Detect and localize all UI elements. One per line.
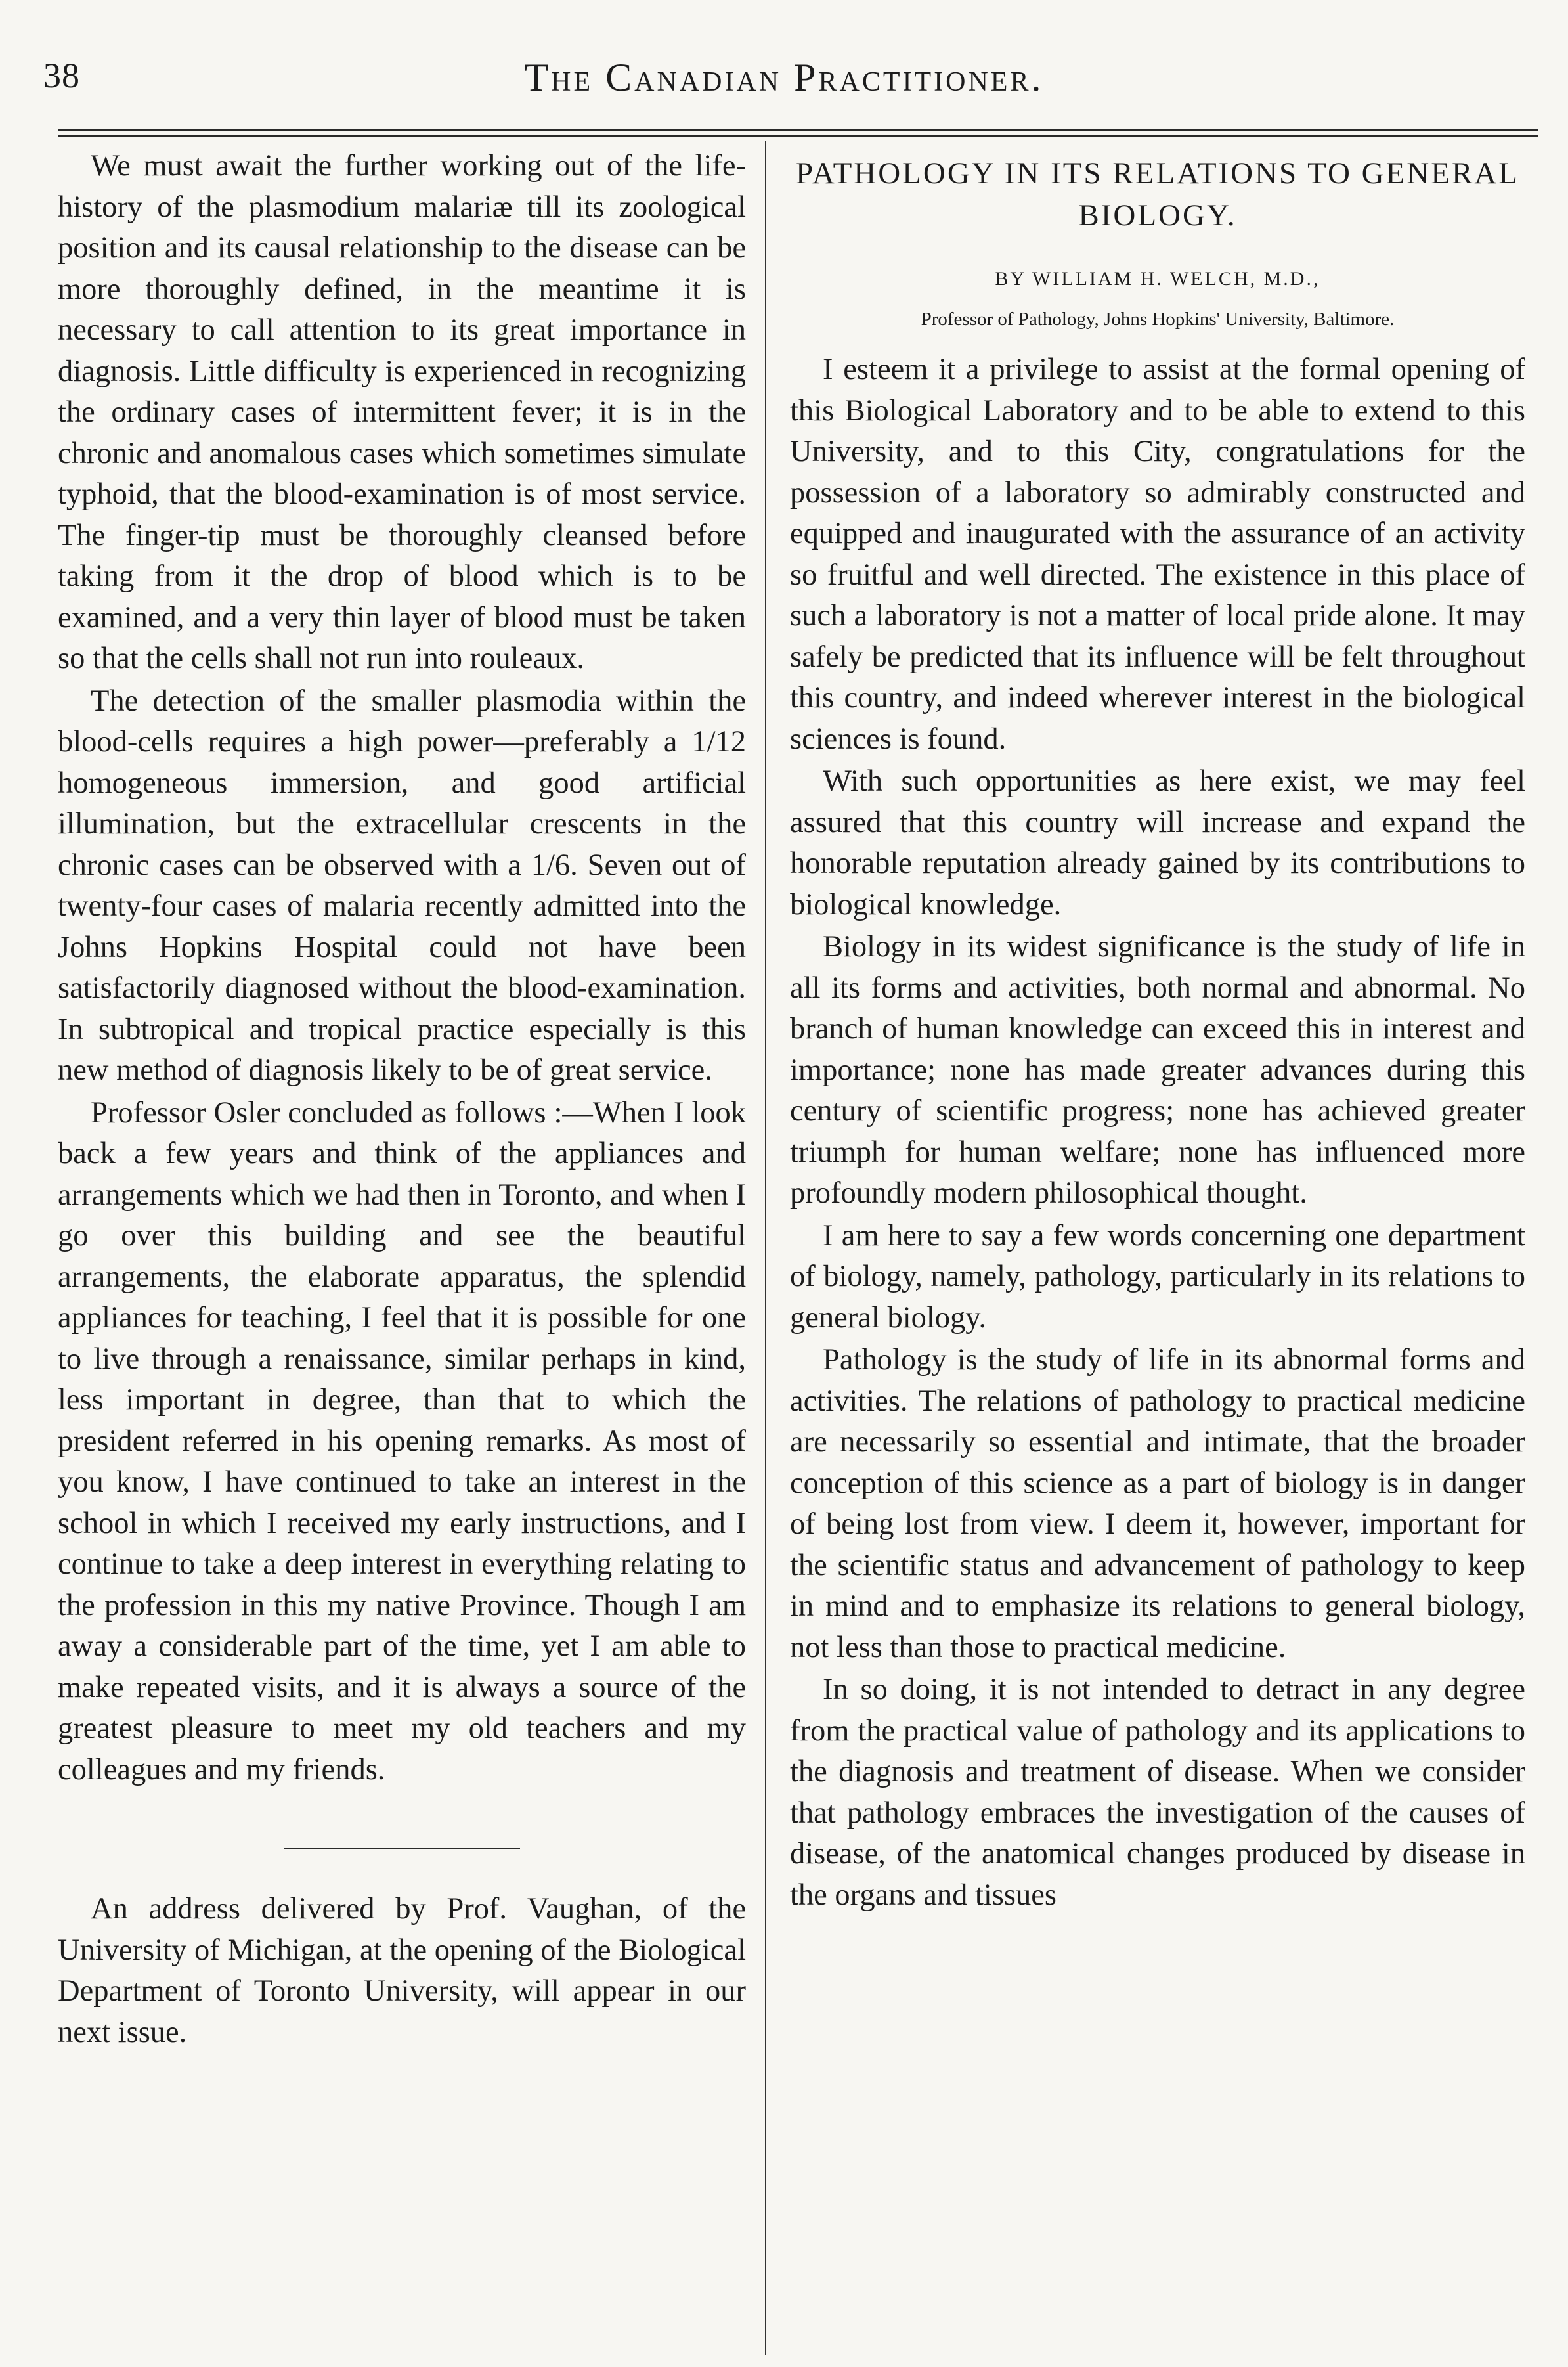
author-byline: BY WILLIAM H. WELCH, M.D., bbox=[995, 268, 1320, 290]
paragraph: Professor Osler concluded as follows :—When I look back a few years and think of the appliances and arrangements which we had then in Toronto, and when I go over this building and see the beautiful arrangements, the elaborate apparatus, the splendid appliances for teaching, I feel that it is possible for one to live through a renaissance, similar perhaps in kind, less important in degree, than that to which the president referred in his opening remarks. As most of you know, I have continued to take an interest in the school in which I received my early instructions, and I continue to take a deep interest in everything relating to the profession in this my native Province. Though I am away a considerable part of the time, yet I am able to make repeated visits, and it is always a source of the greatest pleasure to meet my old teachers and my colleagues and my friends. bbox=[58, 1095, 746, 1786]
next-issue-notice: An address delivered by Prof. Vaughan, of the University of Michigan, at the opening of the Biological Department of Toronto University, will appear in our next issue. bbox=[58, 1892, 746, 2049]
section-divider bbox=[284, 1848, 520, 1849]
paragraph: I am here to say a few words concerning one department of biology, namely, pathology, particularly in its relations to general biology. bbox=[790, 1218, 1525, 1335]
header-rule-secondary bbox=[58, 135, 1538, 137]
paragraph: Pathology is the study of life in its abnormal forms and activities. The relations of pathology to practical medicine are necessarily so essential and intimate, that the broader conception of this science as a part of biology is in danger of being lost from view. I deem it, however, important for the scientific status and advancement of pathology to keep in mind and to emphasize its relations to general biology, not less than those to practical medicine. bbox=[790, 1343, 1525, 1664]
column-divider bbox=[765, 141, 766, 2355]
right-column bbox=[790, 146, 1525, 1916]
header-rule bbox=[58, 129, 1538, 131]
paragraph: Biology in its widest significance is the study of life in all its forms and activities, both normal and abnormal. No branch of human knowledge can exceed this in interest and importance; none has made greater advances during this century of scientific progress; none has achieved greater triumph for human welfare; none has influenced more profoundly modern philosophical thought. bbox=[790, 930, 1525, 1210]
paragraph: With such opportunities as here exist, we may feel assured that this country will increase and expand the honorable reputation already gained by its contributions to biological knowledge. bbox=[790, 764, 1525, 921]
paragraph: The detection of the smaller plasmodia within the blood-cells requires a high power—preferably a 1/12 homogeneous immersion, and good artificial illumination, but the extracellular crescents in the chronic cases can be observed with a 1/6. Seven out of twenty-four cases of malaria recently admitted into the Johns Hopkins Hospital could not have been satisfactorily diagnosed without the blood-examination. In subtropical and tropical practice especially is this new method of diagnosis likely to be of great service. bbox=[58, 684, 746, 1087]
left-column bbox=[58, 146, 746, 2053]
paragraph: I esteem it a privilege to assist at the formal opening of this Biological Laboratory and to be able to extend to this University, and to this City, congratulations for the possession of a laboratory so admirably constructed and equipped and inaugurated with the assurance of an activity so fruitful and well directed. The existence in this place of such a laboratory is not a matter of local pride alone. It may safely be predicted that its influence will be felt throughout this country, and indeed wherever interest in the biological sciences is found. bbox=[790, 353, 1525, 756]
paragraph: In so doing, it is not intended to detract in any degree from the practical value of pathology and its applications to the diagnosis and treatment of disease. When we consider that pathology embraces the investigation of the causes of disease, of the anatomical changes produced by disease in the organs and tissues bbox=[790, 1673, 1525, 1912]
page-number: 38 bbox=[43, 56, 80, 95]
article-title: PATHOLOGY IN ITS RELATIONS TO GENERAL BIOLOGY. bbox=[796, 156, 1519, 232]
running-title: The Canadian Practitioner. bbox=[524, 56, 1044, 99]
paragraph: We must await the further working out of the life-history of the plasmodium malariæ till its zoological position and its causal relationship to the disease can be more thoroughly defined, in the meantime it is necessary to call attention to its great importance in diagnosis. Little difficulty is experienced in recognizing the ordinary cases of intermittent fever; it is in the chronic and anomalous cases which sometimes simulate typhoid, that the blood-examination is of most service. The finger-tip must be thoroughly cleansed before taking from it the drop of blood which is to be examined, and a very thin layer of blood must be taken so that the cells shall not run into rouleaux. bbox=[58, 149, 746, 675]
author-affiliation: Professor of Pathology, Johns Hopkins' University, Baltimore. bbox=[921, 309, 1395, 330]
